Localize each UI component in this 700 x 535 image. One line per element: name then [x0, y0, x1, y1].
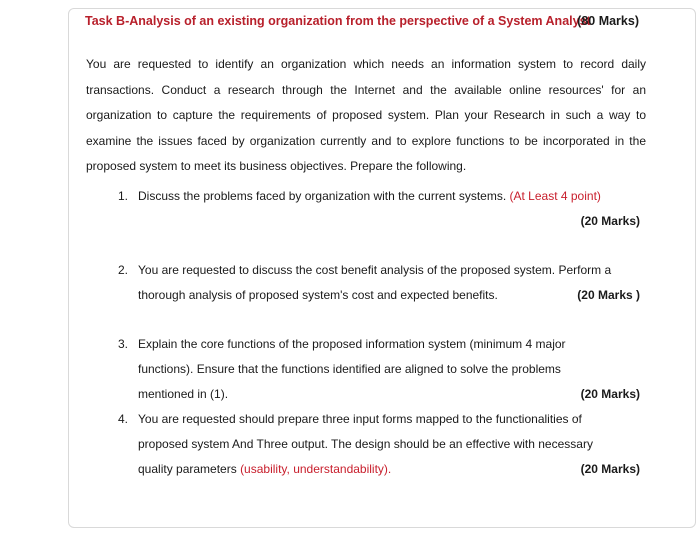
item-text-line-3: mentioned in (1). [138, 387, 229, 401]
item-text: Discuss the problems faced by organization with the current systems. [138, 189, 507, 203]
item-highlight: (usability, understandability). [240, 462, 392, 476]
intro-paragraph: You are requested to identify an organization which needs an information system to record daily transactions. Conduct a research through the Internet and the available online resources' for an organization to capture the requirements of proposed system. Plan your Research in such a way to examine the issues faced by organization currently and to explore functions to be incorporated in the proposed system to meet its business objectives. Prepare the following. [86, 57, 646, 173]
task-title: Task B-Analysis of an existing organization from the perspective of a System Analyst [85, 14, 591, 28]
item-text-line-2: functions). Ensure that the functions identified are aligned to solve the problems [138, 362, 561, 376]
list-item-1 [118, 184, 640, 234]
list-item-4 [118, 407, 640, 482]
item-text-line-2: thorough analysis of proposed system's cost and expected benefits. [138, 288, 498, 302]
item-text-line-1: You are requested to discuss the cost benefit analysis of the proposed system. Perform a [138, 263, 612, 277]
item-number: 1. [118, 189, 129, 203]
item-text-line-2: proposed system And Three output. The design should be an effective with necessary [138, 437, 593, 451]
item-marks: (20 Marks) [580, 462, 640, 476]
item-text-line-3: quality parameters [138, 462, 237, 476]
item-number: 4. [118, 412, 129, 426]
item-text-line-1: Explain the core functions of the proposed information system (minimum 4 major [138, 337, 566, 351]
item-number: 3. [118, 337, 129, 351]
item-marks: (20 Marks ) [577, 288, 640, 302]
item-highlight: (At Least 4 point) [509, 189, 601, 203]
item-marks: (20 Marks) [580, 214, 640, 228]
task-total-marks: (80 Marks) [577, 14, 639, 28]
task-header [85, 14, 645, 28]
list-item-2 [118, 258, 640, 308]
item-number: 2. [118, 263, 129, 277]
list-item-3 [118, 332, 640, 407]
item-marks: (20 Marks) [580, 387, 640, 401]
item-text-line-1: You are requested should prepare three input forms mapped to the functionalities of [138, 412, 582, 426]
